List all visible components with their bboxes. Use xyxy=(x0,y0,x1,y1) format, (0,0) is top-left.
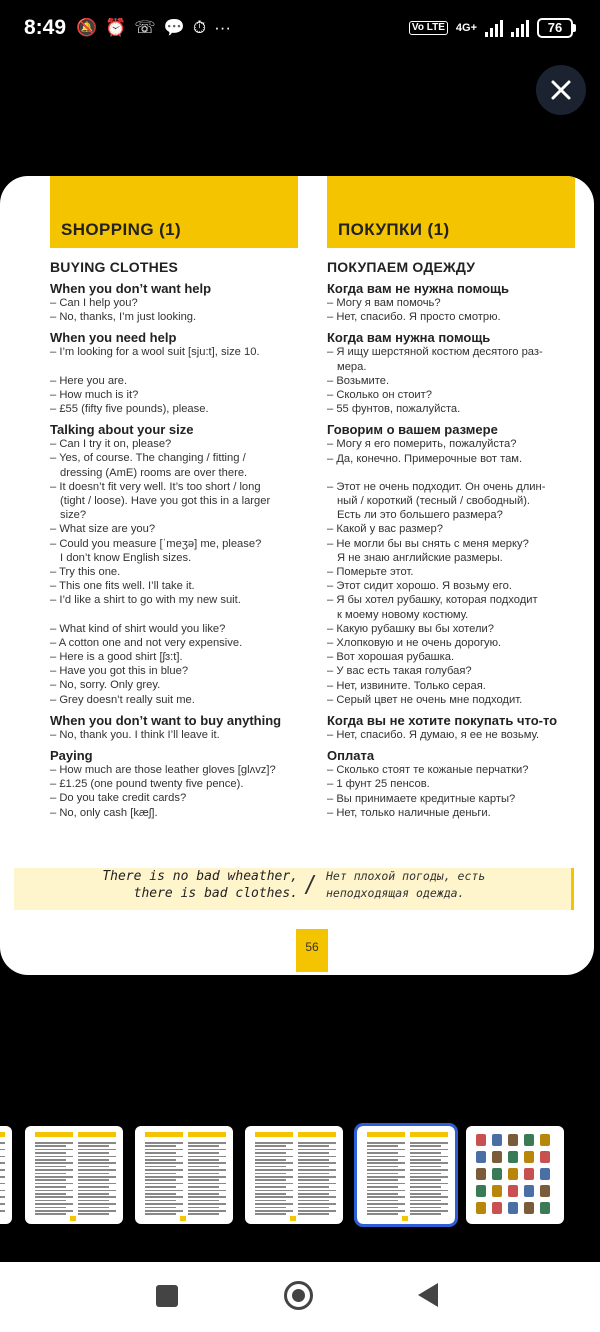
page-thumbnail-strip xyxy=(0,1126,600,1224)
text-line: – No, only cash [kæʃ]. xyxy=(50,806,158,819)
text-line: к моему новому костюму. xyxy=(337,608,469,621)
text-line: – Я ищу шерстяной костюм десятого раз- xyxy=(327,346,543,359)
text-line: – What size are you? xyxy=(50,523,156,536)
page-thumbnail[interactable] xyxy=(245,1126,343,1224)
text-line: I don’t know English sizes. xyxy=(60,551,192,564)
text-line: – Серый цвет не очень мне подходит. xyxy=(327,693,523,706)
book-page[interactable] xyxy=(0,176,594,975)
text-line: – £55 (fifty five pounds), please. xyxy=(50,403,209,416)
text-line: (tight / loose). Have you got this in a larger xyxy=(60,495,271,508)
block-heading: When you don’t want to buy anything xyxy=(50,712,282,728)
text-line: – Have you got this in blue? xyxy=(50,665,189,678)
page-thumbnail[interactable] xyxy=(0,1126,12,1224)
english-section-title: BUYING CLOTHES xyxy=(50,259,179,275)
text-line: – Померьте этот. xyxy=(327,566,414,579)
status-time: 8:49 xyxy=(24,16,67,39)
text-line: – Какой у вас размер? xyxy=(327,523,443,536)
more-icon: ··· xyxy=(214,18,232,37)
notification-icons xyxy=(76,18,231,38)
text-line: – Этот не очень подходит. Он очень длин- xyxy=(327,480,546,493)
text-line: – No, thank you. I think I’ll leave it. xyxy=(50,728,220,741)
block-heading: Paying xyxy=(50,748,93,764)
block-heading: Когда вам нужна помощь xyxy=(327,330,491,346)
text-line: – Какую рубашку вы бы хотели? xyxy=(327,622,495,635)
network-type: 4G+ xyxy=(455,21,477,34)
text-line: – Могу я вам помочь? xyxy=(327,297,441,309)
text-line: – Нет, спасибо. Я просто смотрю. xyxy=(327,311,501,324)
english-column xyxy=(50,176,298,820)
text-line: – Нет, спасибо. Я думаю, я ее не возьму. xyxy=(327,729,540,742)
alarm-clock-icon: ⏱ xyxy=(192,18,207,37)
text-line: – У вас есть такая голубая? xyxy=(327,665,472,678)
text-line: – Возьмите. xyxy=(327,374,390,387)
english-blocks xyxy=(50,281,298,820)
text-line: size? xyxy=(60,509,87,522)
page-thumbnail[interactable] xyxy=(466,1126,564,1224)
page-thumbnail[interactable] xyxy=(357,1126,455,1224)
text-line: – Try this one. xyxy=(50,566,121,579)
page-number: 56 xyxy=(296,929,328,972)
text-line: – I’d like a shirt to go with my new suit. xyxy=(50,594,241,607)
chat-icon: 💬 xyxy=(163,18,185,37)
back-button[interactable] xyxy=(418,1283,438,1307)
text-line: – Вот хорошая рубашка. xyxy=(327,651,455,664)
signal-2-icon xyxy=(511,19,529,37)
text-line: – What kind of shirt would you like? xyxy=(50,622,226,635)
text-line: – Here you are. xyxy=(50,374,128,387)
english-banner xyxy=(50,176,298,248)
english-banner-title: SHOPPING (1) xyxy=(61,220,182,239)
battery-icon xyxy=(537,18,576,38)
block-heading: Когда вам не нужна помощь xyxy=(327,281,509,296)
text-line: – Grey doesn’t really suit me. xyxy=(50,693,195,706)
text-line: – Я бы хотел рубашку, которая подходит xyxy=(327,594,538,607)
text-line: – It doesn’t fit very well. It’s too short / long xyxy=(50,480,261,493)
text-line: – Нет, только наличные деньги. xyxy=(327,806,491,819)
text-line: мера. xyxy=(337,360,367,373)
block-heading: Оплата xyxy=(327,748,375,764)
text-line: – Не могли бы вы снять с меня мерку? xyxy=(327,537,529,550)
text-line: Есть ли это большего размера? xyxy=(337,509,503,522)
text-line: – A cotton one and not very expensive. xyxy=(50,636,243,649)
text-line: – Сколько он стоит? xyxy=(327,389,433,402)
text-line: – How much is it? xyxy=(50,388,139,401)
text-line: – 55 фунтов, пожалуйста. xyxy=(327,403,461,416)
text-line: – Here is a good shirt [ʃɜ:t]. xyxy=(50,651,183,664)
text-line: Я не знаю английские размеры. xyxy=(337,551,503,564)
text-line: – Сколько стоят те кожаные перчатки? xyxy=(327,764,529,777)
signal-icon xyxy=(485,19,503,37)
block-heading: Когда вы не хотите покупать что-то xyxy=(327,713,558,729)
text-line: – £1.25 (one pound twenty five pence). xyxy=(50,778,244,791)
russian-blocks xyxy=(327,281,575,820)
quote-russian: Нет плохой погоды, есть неподходящая одежда. xyxy=(326,869,486,900)
text-line: – Do you take credit cards? xyxy=(50,792,187,805)
text-line: dressing (AmE) rooms are over there. xyxy=(60,466,248,479)
text-line: – Yes, of course. The changing / fitting / xyxy=(50,452,246,465)
mute-bell-icon: 🔕 xyxy=(76,18,98,37)
status-bar xyxy=(0,0,600,56)
block-heading: Говорим о вашем размере xyxy=(327,422,498,438)
text-line: – Этот сидит хорошо. Я возьму его. xyxy=(327,580,512,593)
text-line: – 1 фунт 25 пенсов. xyxy=(327,778,430,791)
battery-level: 76 xyxy=(537,18,573,38)
volte-icon: Vo LTE xyxy=(409,21,448,35)
recents-button[interactable] xyxy=(156,1285,178,1307)
russian-section-title: ПОКУПАЕМ ОДЕЖДУ xyxy=(327,259,476,275)
missed-call-icon: ☏ xyxy=(134,18,156,37)
text-line: – I’m looking for a wool suit [sju:t], size 10. xyxy=(50,346,260,359)
close-icon xyxy=(550,79,572,101)
text-line: – No, sorry. Only grey. xyxy=(50,679,161,692)
home-button[interactable] xyxy=(284,1281,313,1310)
text-line: – Да, конечно. Примерочные вот там. xyxy=(327,452,523,465)
alarm-icon: ⏰ xyxy=(105,18,127,37)
text-line: – Могу я его померить, пожалуйста? xyxy=(327,438,517,451)
navigation-bar xyxy=(0,1262,600,1332)
close-button[interactable] xyxy=(536,65,586,115)
system-icons xyxy=(409,18,576,38)
text-line: – Вы принимаете кредитные карты? xyxy=(327,792,516,805)
russian-column xyxy=(327,176,575,820)
text-line: – How much are those leather gloves [glʌvz]? xyxy=(50,764,276,777)
page-thumbnail[interactable] xyxy=(25,1126,123,1224)
text-line: ный / короткий (тесный / свободный). xyxy=(337,495,531,508)
block-heading: When you need help xyxy=(50,330,177,346)
quote-english: There is no bad wheather, there is bad clothes. xyxy=(102,869,298,901)
page-thumbnail[interactable] xyxy=(135,1126,233,1224)
quote-slash: / xyxy=(306,870,314,900)
text-line: – Can I try it on, please? xyxy=(50,438,172,451)
russian-banner-title: ПОКУПКИ (1) xyxy=(338,220,450,239)
text-line: – Could you measure [ˈmeʒə] me, please? xyxy=(50,537,262,550)
text-line: – Хлопковую и не очень дорогую. xyxy=(327,637,502,650)
quote-bar xyxy=(14,868,574,910)
block-heading: When you don’t want help xyxy=(50,281,212,296)
text-line: – Can I help you? xyxy=(50,297,138,309)
text-line: – This one fits well. I’ll take it. xyxy=(50,580,195,593)
block-heading: Talking about your size xyxy=(50,422,194,438)
russian-banner xyxy=(327,176,575,248)
text-line: – No, thanks, I’m just looking. xyxy=(50,311,197,324)
text-line: – Нет, извините. Только серая. xyxy=(327,679,486,692)
